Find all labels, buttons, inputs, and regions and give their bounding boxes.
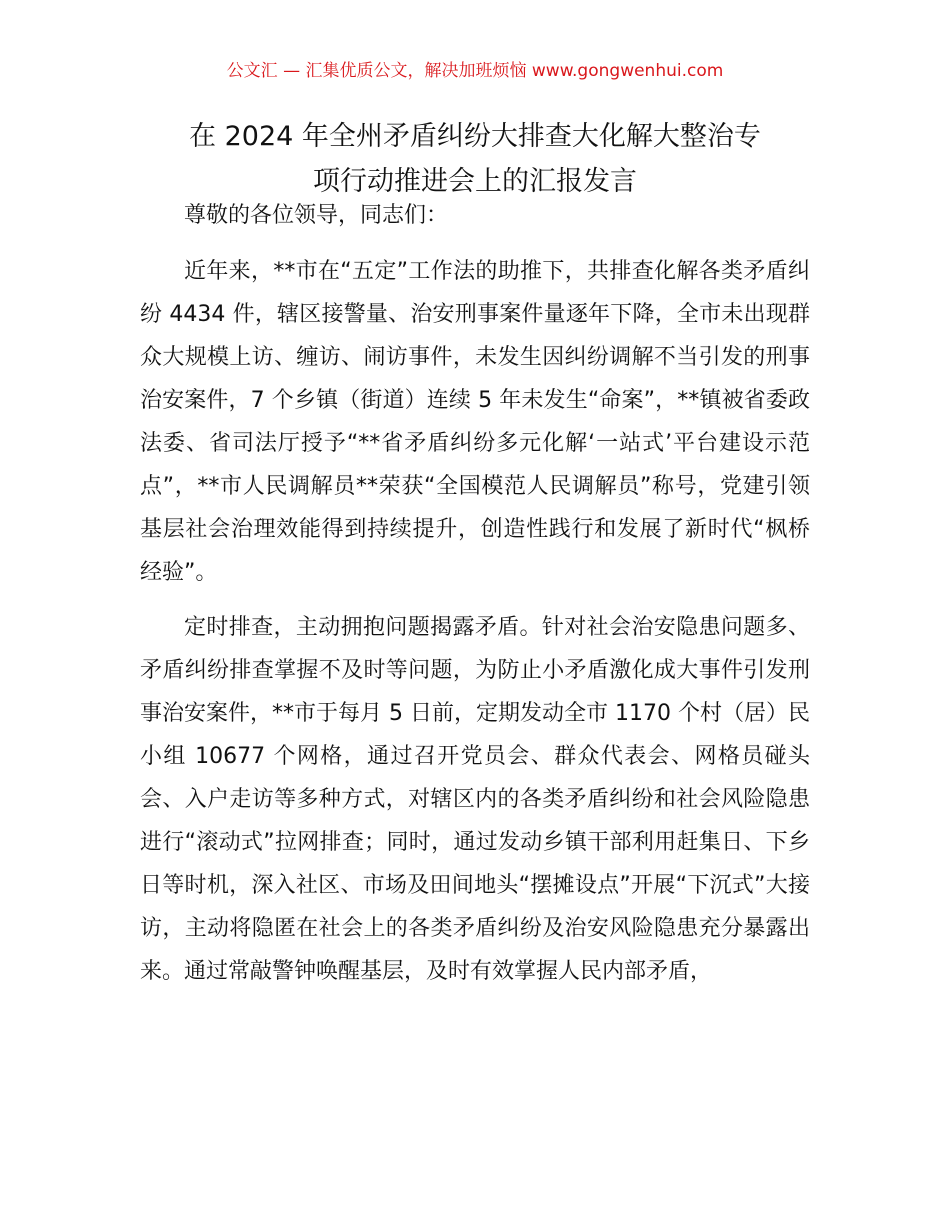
body-paragraph-1: 近年来，**市在“五定”工作法的助推下，共排查化解各类矛盾纠纷 4434 件，辖区接警量、治安刑事案件量逐年下降，全市未出现群众大规模上访、缠访、闹访事件，未发生因纠纷调解不当引发的刑事治安案件，7 个乡镇（街道）连续 5 年未发生“命案”，**镇被省委政法委、省司法厅授予“**省矛盾纠纷多元化解‘一站式’平台建设示范点”，**市人民调解员**荣获“全国模范人民调解员”称号，党建引领基层社会治理效能得到持续提升，创造性践行和发展了新时代“枫桥经验”。 (140, 259, 810, 585)
body-paragraph-2: 定时排查，主动拥抱问题揭露矛盾。针对社会治安隐患问题多、矛盾纠纷排查掌握不及时等问题，为防止小矛盾激化成大事件引发刑事治安案件，**市于每月 5 日前，定期发动全市 1170 个村（居）民小组 10677 个网格，通过召开党员会、群众代表会、网格员碰头会、入户走访等多种方式，对辖区内的各类矛盾纠纷和社会风险隐患进行“滚动式”拉网排查；同时，通过发动乡镇干部利用赶集日、下乡日等时机，深入社区、市场及田间地头“摆摊设点”开展“下沉式”大接访，主动将隐匿在社会上的各类矛盾纠纷及治安风险隐患充分暴露出来。通过常敲警钟唤醒基层，及时有效掌握人民内部矛盾， (140, 615, 810, 984)
document-title (120, 114, 830, 204)
document-body (140, 194, 810, 993)
greeting-paragraph: 尊敬的各位领导，同志们： (184, 203, 449, 228)
watermark-banner: 公文汇 — 汇集优质公文，解决加班烦恼 www.gongwenhui.com (226, 61, 724, 81)
title-line-2: 项行动推进会上的汇报发言 (313, 166, 637, 197)
title-line-1: 在 2024 年全州矛盾纠纷大排查大化解大整治专 (189, 121, 761, 152)
